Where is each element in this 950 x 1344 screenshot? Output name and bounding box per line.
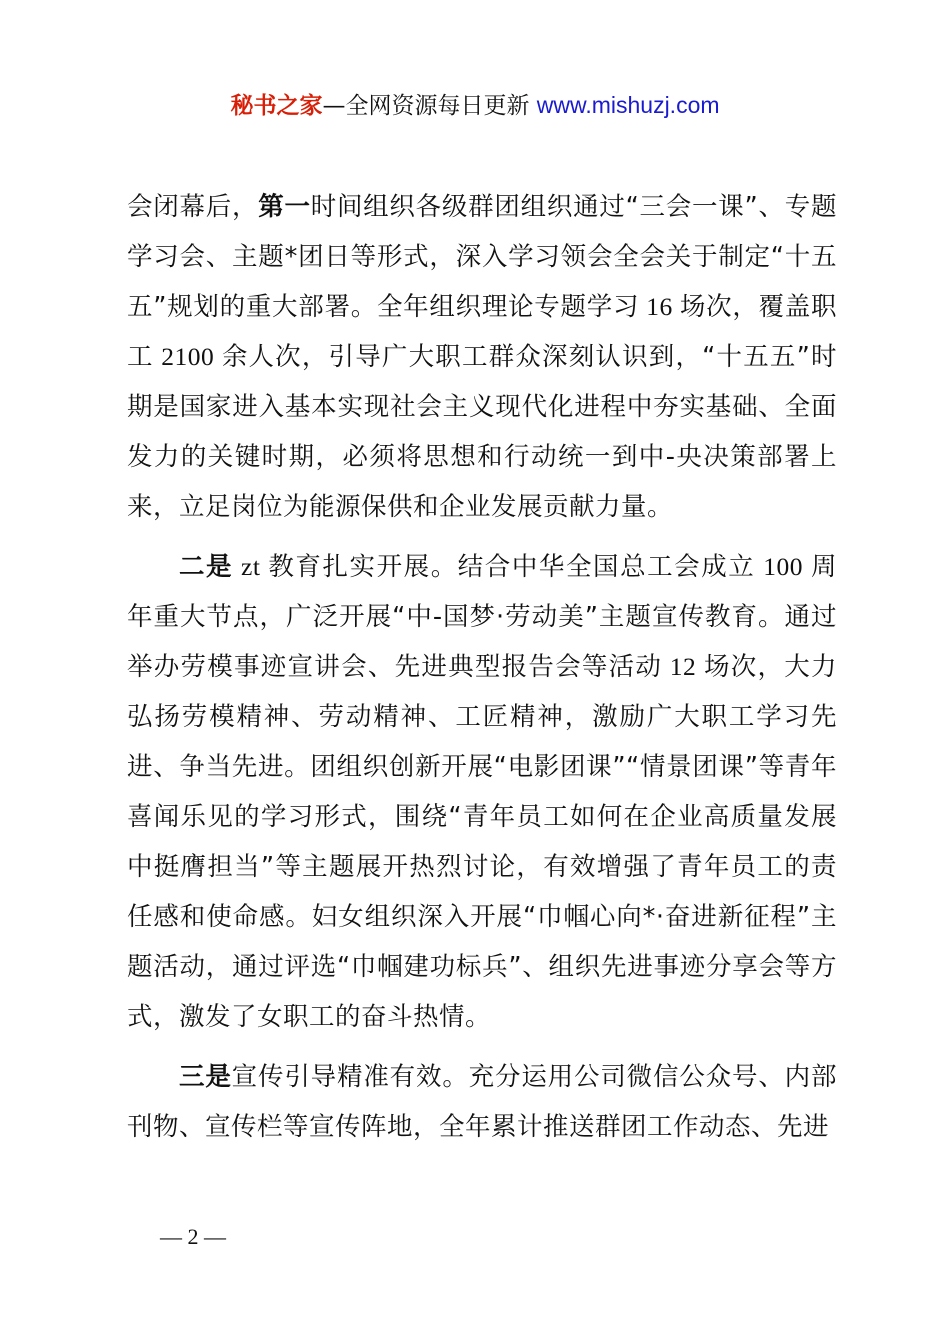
number-run: 16 <box>639 292 680 321</box>
watermark-header <box>0 90 950 121</box>
bold-run-first: 第一 <box>258 192 311 222</box>
latin-run: zt <box>233 552 269 581</box>
text-run: 场次，覆盖职工 <box>127 292 837 372</box>
paragraph-lead: 二是 <box>179 552 234 582</box>
site-url-link[interactable]: www.mishuzj.com <box>536 92 720 118</box>
number-run: 12 <box>662 652 704 681</box>
brand-name: 秘书之家 <box>230 93 323 119</box>
page-number: — 2 — <box>160 1224 226 1249</box>
paragraph-lead: 三是 <box>179 1062 232 1092</box>
header-slogan: —全网资源每日更新 <box>322 93 537 119</box>
paragraph-second <box>127 542 837 1042</box>
document-body <box>127 182 837 1162</box>
text-run: 余人次，引导广大职工群众深刻认识到，“十五五”时期是国家进入基本实现社会主义现代化进程中夯实基础、全面发力的关键时期，必须将思想和行动统一到中-央决策部署上来，立足岗位为能源保供和企业发展贡献力量。 <box>127 342 837 522</box>
text-run: 时间组织各级群团组织通过“三会一课”、专题学习会、主题*团日等形式，深入学习领会全会关于制定“十五五”规划的重大部署。全年组织理论专题学习 <box>127 192 837 322</box>
text-run: 场次，大力弘扬劳模精神、劳动精神、工匠精神，激励广大职工学习先进、争当先进。团组织创新开展“电影团课”“情景团课”等青年喜闻乐见的学习形式，围绕“青年员工如何在企业高质量发展中挺膺担当”等主题展开热烈讨论，有效增强了青年员工的责任感和使命感。妇女组织深入开展“巾帼心向*·奋进新征程”主题活动，通过评选“巾帼建功标兵”、组织先进事迹分享会等方式，激发了女职工的奋斗热情。 <box>127 652 837 1032</box>
number-run: 2100 <box>153 342 222 371</box>
number-run: 100 <box>755 552 811 581</box>
paragraph-third <box>127 1052 837 1152</box>
text-run: 周年重大节点，广泛开展“中-国梦·劳动美”主题宣传教育。通过举办劳模事迹宣讲会、先进典型报告会等活动 <box>127 552 837 682</box>
text-run: 教育扎实开展。结合中华全国总工会成立 <box>268 552 756 582</box>
text-run: 宣传引导精准有效。充分运用公司微信公众号、内部刊物、宣传栏等宣传阵地，全年累计推送群团工作动态、先进 <box>127 1062 837 1142</box>
paragraph-continuation <box>127 182 837 532</box>
text-run: 会闭幕后， <box>127 192 259 222</box>
